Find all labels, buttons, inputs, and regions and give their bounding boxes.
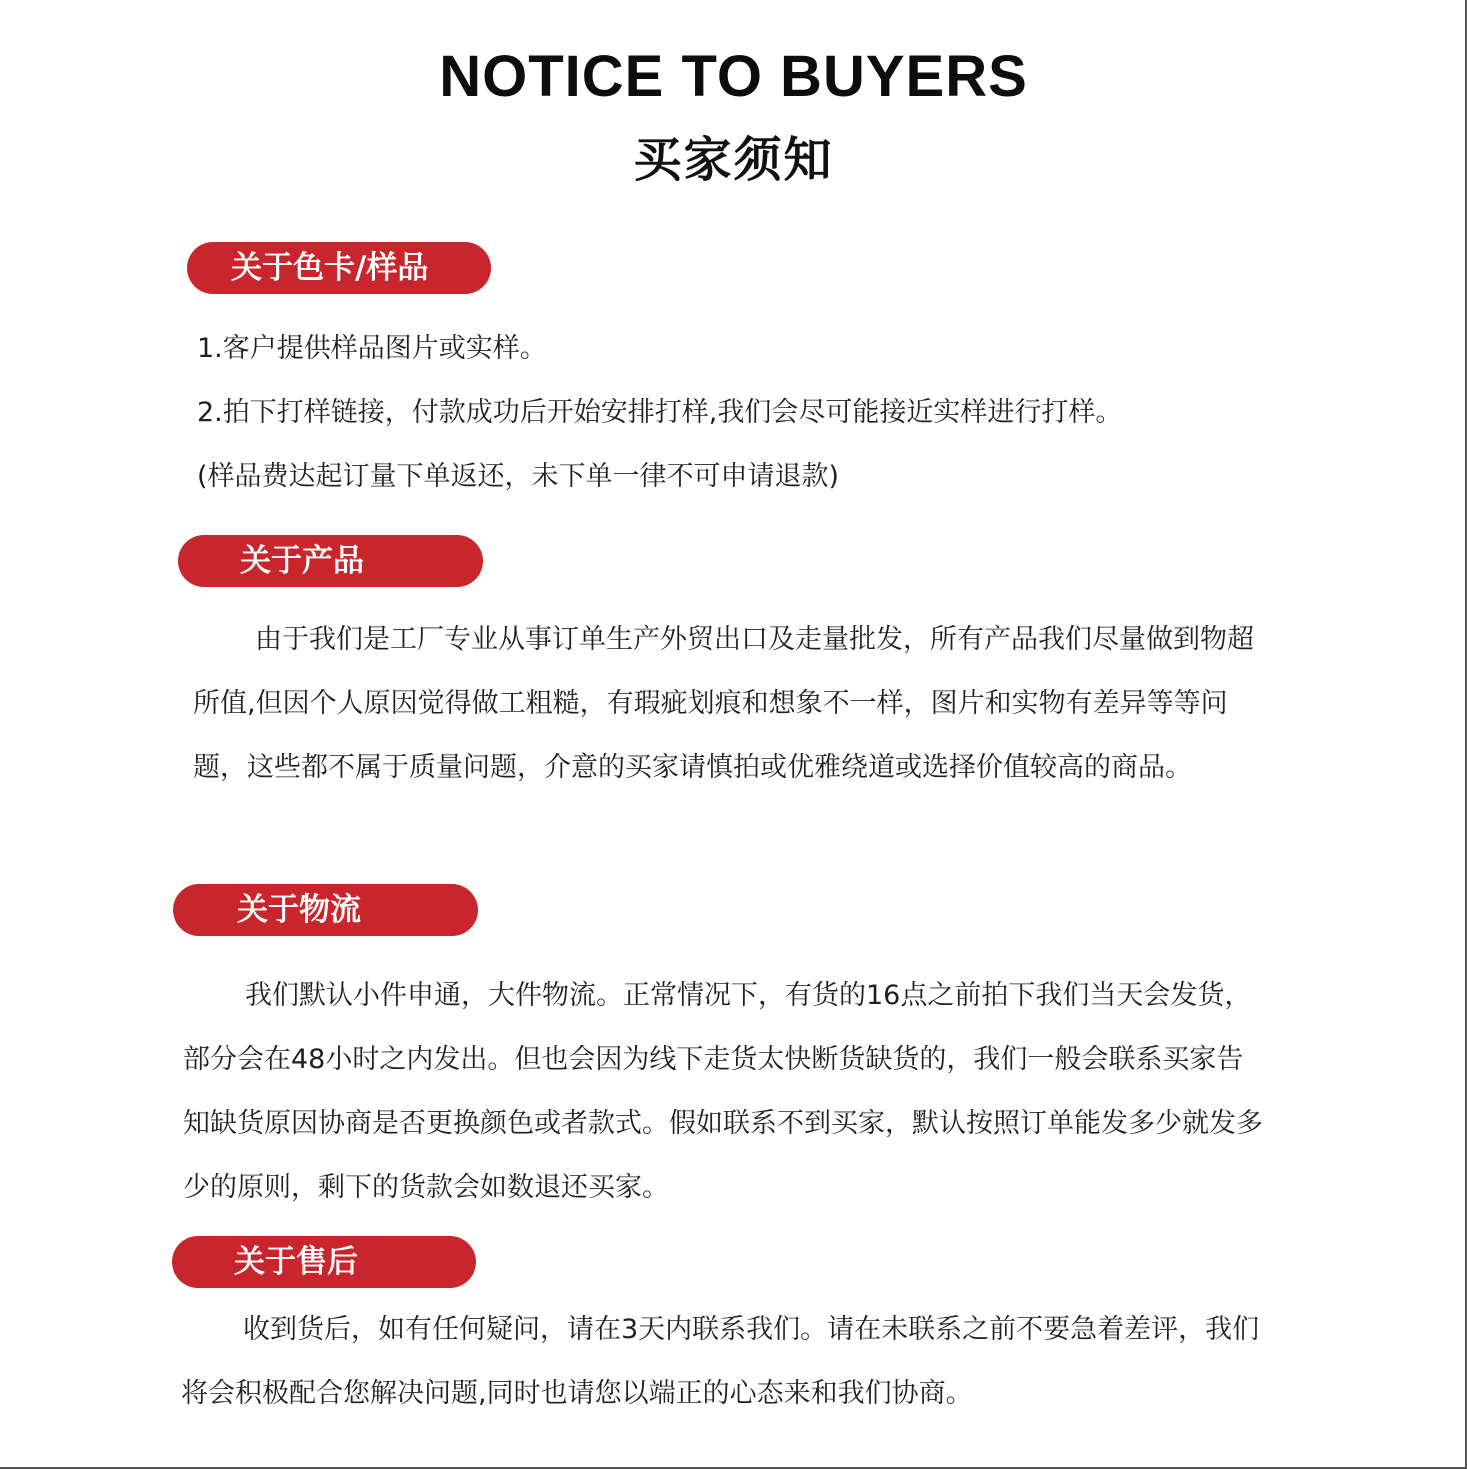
- section-product-body: 由于我们是工厂专业从事订单生产外贸出口及走量批发，所有产品我们尽量做到物超所值,但因个人原因觉得做工粗糙，有瑕疵划痕和想象不一样，图片和实物有差异等等问题，这些都不属于质量问题，介意的买家请慎拍或优雅绕道或选择价值较高的商品。: [193, 624, 1254, 783]
- samples-line-1: 1.客户提供样品图片或实样。: [197, 333, 547, 364]
- page-title-zh: 买家须知: [633, 132, 834, 188]
- section-tag-logistics: 关于物流: [173, 884, 478, 936]
- section-tag-product: 关于产品: [178, 535, 483, 587]
- section-tag-samples: 关于色卡/样品: [187, 242, 491, 294]
- section-samples-body: [197, 317, 1287, 509]
- samples-line-3: (样品费达起订量下单返还，未下单一律不可申请退款): [197, 461, 840, 492]
- section-logistics-body: 我们默认小件申通，大件物流。正常情况下，有货的16点之前拍下我们当天会发货，部分会在48小时之内发出。但也会因为线下走货太快断货缺货的，我们一般会联系买家告知缺货原因协商是否更换颜色或者款式。假如联系不到买家，默认按照订单能发多少就发多少的原则，剩下的货款会如数退还买家。: [183, 980, 1263, 1203]
- samples-line-2: 2.拍下打样链接，付款成功后开始安排打样,我们会尽可能接近实样进行打样。: [197, 397, 1123, 428]
- section-tag-aftersales: 关于售后: [172, 1236, 476, 1288]
- page-title-en: NOTICE TO BUYERS: [439, 44, 1028, 109]
- section-aftersales-body: 收到货后，如有任何疑问，请在3天内联系我们。请在未联系之前不要急着差评，我们将会积极配合您解决问题,同时也请您以端正的心态来和我们协商。: [181, 1314, 1260, 1409]
